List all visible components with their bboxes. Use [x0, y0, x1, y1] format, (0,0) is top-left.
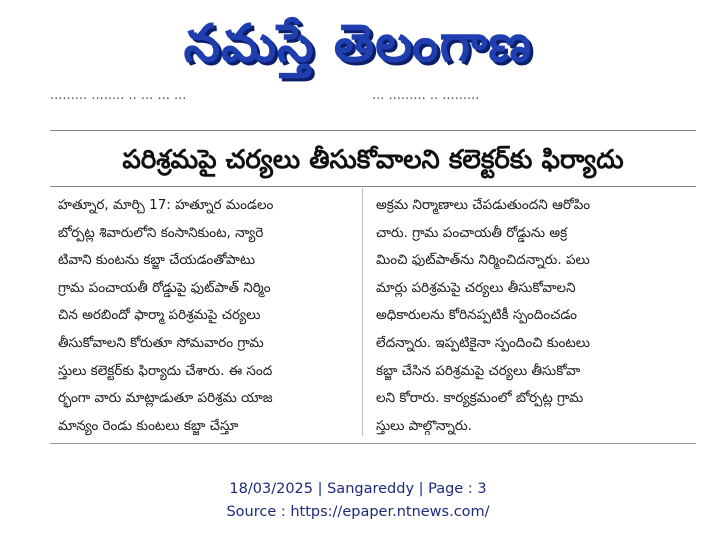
- article-line: అక్రమ నిర్మాణాలు చేపడుతుందని ఆరోపిం: [376, 197, 591, 213]
- newspaper-logo: నమస్తే తెలంగాణ: [183, 14, 533, 74]
- publication-info: 18/03/2025 | Sangareddy | Page : 3: [229, 481, 487, 497]
- headline-bottom-rule: [50, 186, 696, 187]
- article-line: చారు. గ్రామ పంచాయతీ రోడ్డును అక్ర: [376, 224, 568, 241]
- article-line: స్తులు పాల్గొన్నారు.: [376, 417, 472, 434]
- article-line: మార్లు పరిశ్రమపై చర్యలు తీసుకోవాలని: [376, 279, 576, 296]
- clipped-bottom-text: [50, 456, 696, 464]
- article-line: కబ్జా చేసిన పరిశ్రమపై చర్యలు తీసుకోవా: [376, 362, 581, 379]
- article-line: బోర్పట్ల శివారులోని కంసానికుంట, న్యారె: [58, 224, 264, 241]
- clipped-top-right-text: ... ......... .. .........: [372, 94, 480, 103]
- article-line: లని కోరారు. కార్యక్రమంలో బోర్పట్ల గ్రామ: [376, 390, 584, 407]
- article-line: హత్నూర, మార్చి 17: హత్నూర మండలం: [58, 197, 274, 213]
- clipped-top-left-text: ......... ........ .. ... ... ...: [50, 94, 187, 103]
- article-line: మించి ఫుట్‌పాత్‌ను నిర్మించిదన్నారు. పలు: [376, 252, 590, 269]
- source-link[interactable]: Source : https://epaper.ntnews.com/: [226, 504, 490, 520]
- article-headline: పరిశ్రమపై చర్యలు తీసుకోవాలని కలెక్టర్‌కు ఫిర్యాదు: [122, 145, 624, 175]
- headline-top-rule: [50, 130, 696, 131]
- article-line: గ్రామ పంచాయతీ రోడ్డుపై ఫుట్‌పాత్ నిర్మిం: [58, 279, 271, 296]
- article-line: లేదన్నారు. ఇప్పటికైనా స్పందించి కుంటలు: [376, 334, 591, 351]
- article-end-rule: [50, 443, 696, 444]
- clipping-footer: [0, 478, 716, 524]
- article-line: ర్భంగా వారు మాట్లాడుతూ పరిశ్రమ యాజ: [58, 390, 273, 407]
- column-divider: [362, 188, 363, 436]
- article-right-column: [376, 192, 674, 440]
- article-line: అధికారులను కోరినప్పటికీ స్పందించడం: [376, 307, 578, 324]
- clipped-top-text: [50, 94, 696, 108]
- article-line: చిన అరబిందో ఫార్మా పరిశ్రమపై చర్యలు: [58, 307, 261, 324]
- article-line: స్తులు కలెక్టర్‌కు ఫిర్యాదు చేశారు. ఈ సంద: [58, 362, 273, 379]
- article-line: టివాని కుంటను కబ్జా చేయడంతోపాటు: [58, 252, 256, 269]
- news-clipping: [50, 92, 696, 464]
- article-line: మాన్యం రెండు కుంటలు కబ్జా చేస్తూ: [58, 417, 239, 434]
- masthead: [0, 0, 716, 92]
- article-left-column: [58, 192, 354, 440]
- article-line: తీసుకోవాలని కోరుతూ సోమవారం గ్రామ: [58, 334, 264, 351]
